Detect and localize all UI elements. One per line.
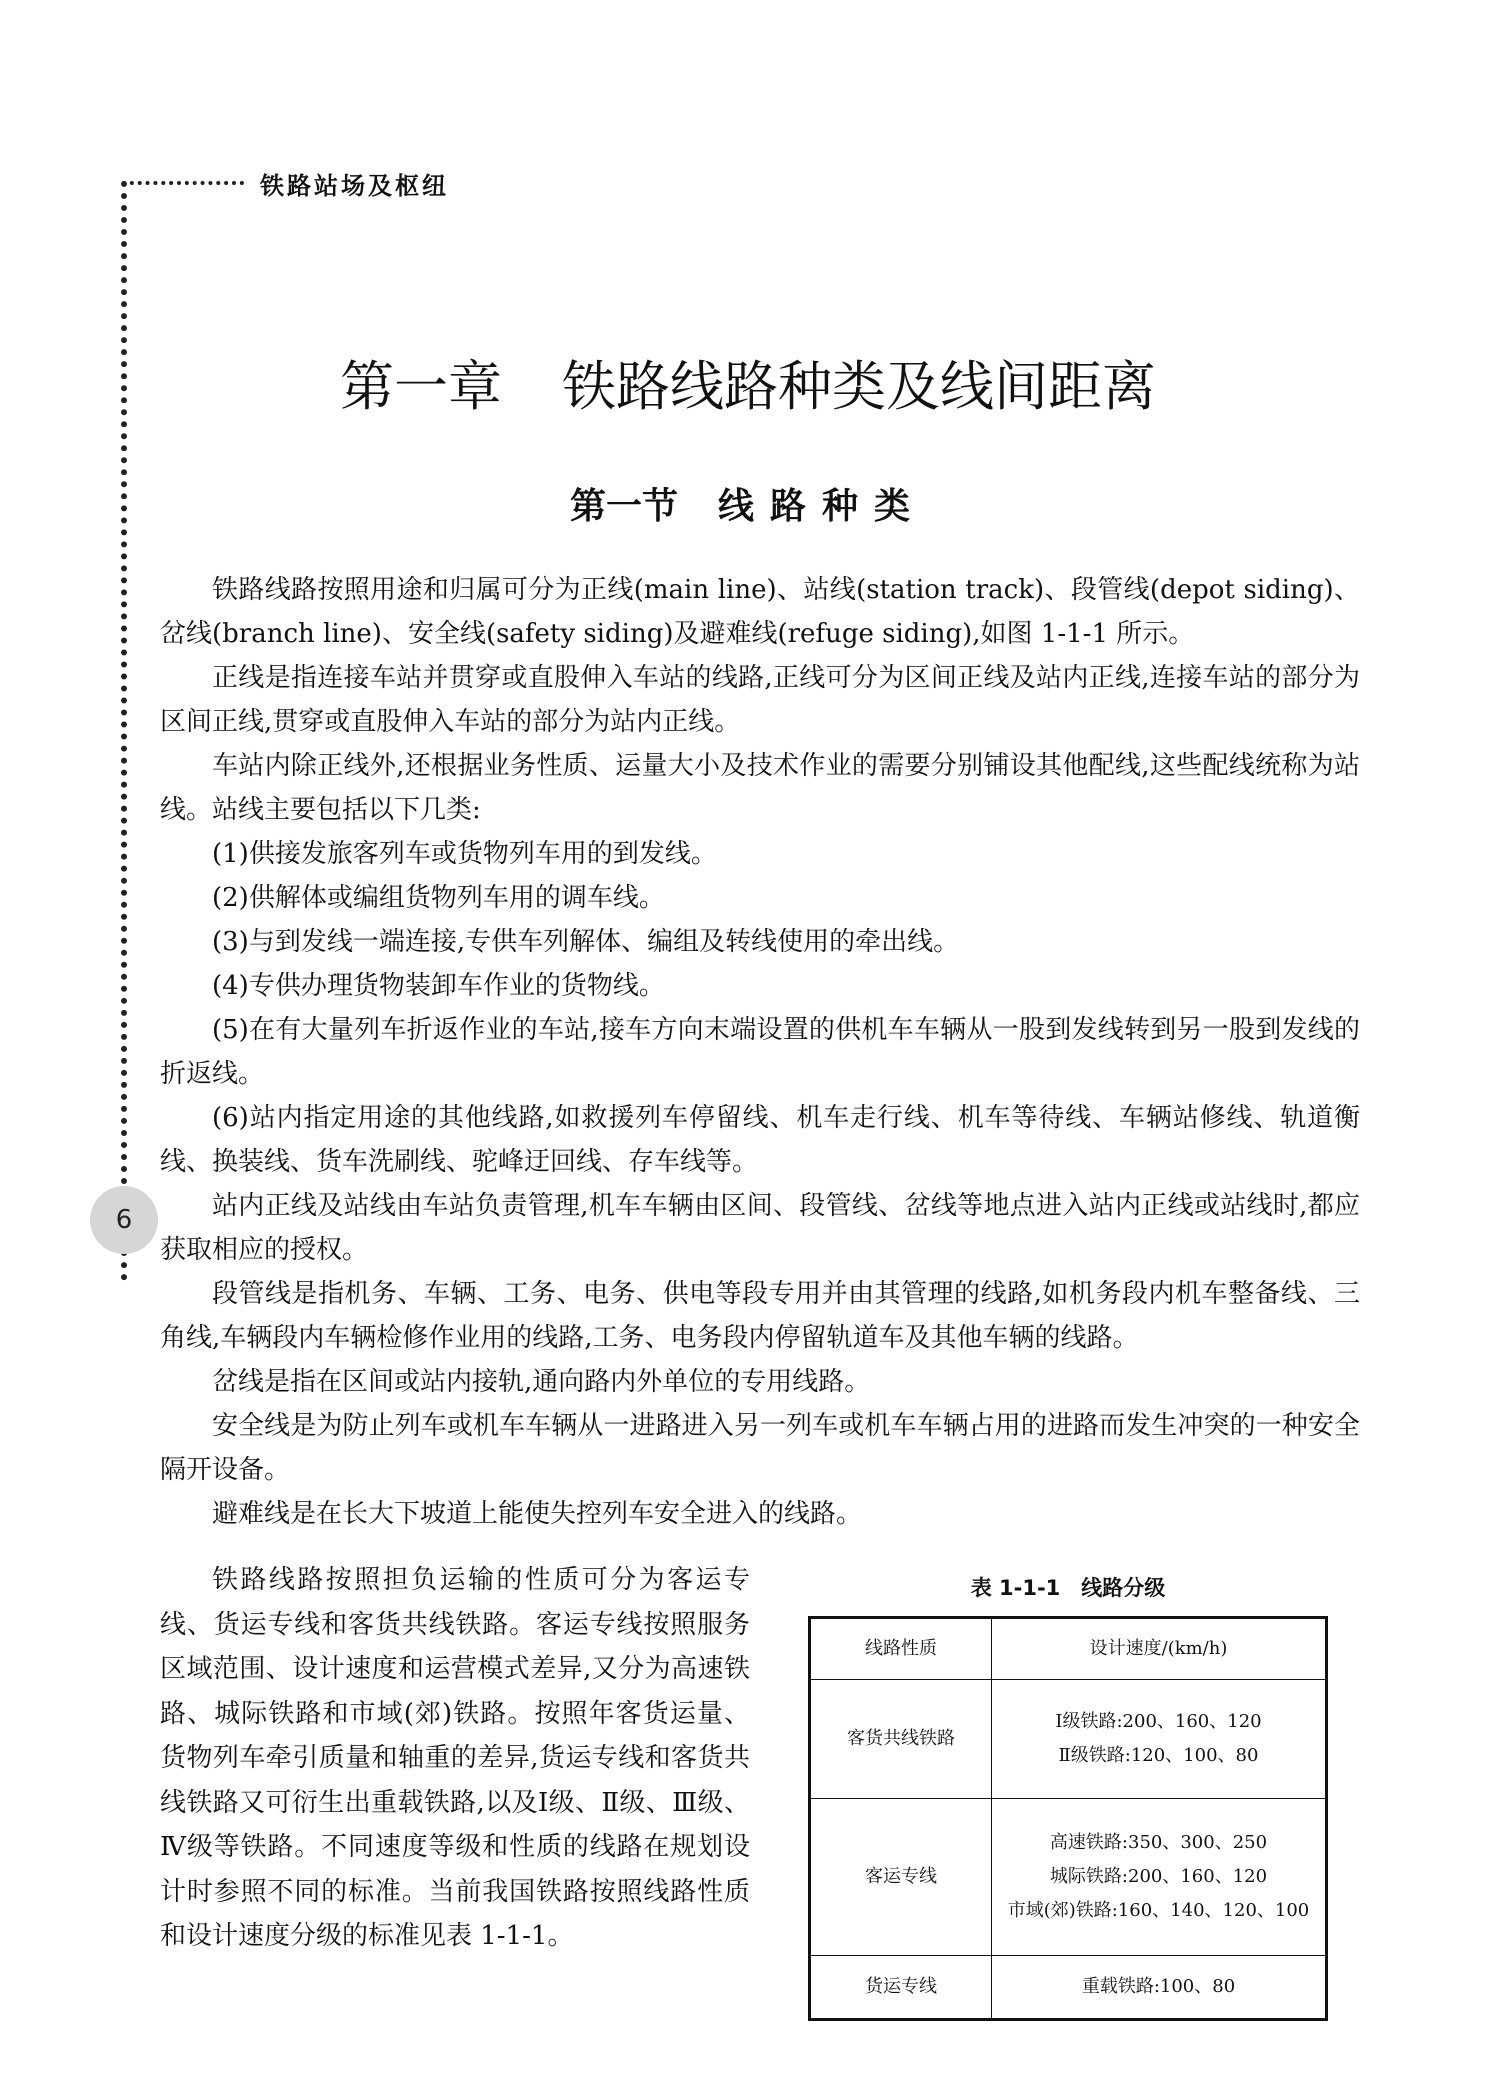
speed-entry: Ⅱ级铁路:120、100、80 <box>1058 1745 1259 1766</box>
page-number: 6 <box>90 1186 158 1254</box>
wrap-paragraph: 铁路线路按照担负运输的性质可分为客运专线、货运专线和客货共线铁路。客运专线按照服务区域范围、设计速度和运营模式差异,又分为高速铁路、城际铁路和市域(郊)铁路。按照年客货运量、货物列车牵引质量和轴重的差异,货运专线和客货共线铁路又可衍生出重载铁路,以及Ⅰ级、Ⅱ级、Ⅲ级、Ⅳ级等铁路。不同速度等级和性质的线路在规划设计时参照不同的标准。当前我国铁路按照线路性质和设计速度分级的标准见表 1-1-1。 <box>160 1565 750 1951</box>
paragraph: 安全线是为防止列车或机车车辆从一进路进入另一列车或机车车辆占用的进路而发生冲突的一种安全隔开设备。 <box>160 1411 1360 1485</box>
running-header: 铁路站场及枢纽 <box>260 172 449 200</box>
chapter-name: 铁路线路种类及线间距离 <box>562 355 1156 418</box>
speed-entry: 城际铁路:200、160、120 <box>1049 1866 1268 1887</box>
chapter-label: 第一章 <box>340 355 502 418</box>
section-name: 线路种类 <box>718 486 927 527</box>
chapter-title <box>0 344 1496 421</box>
paragraph: 岔线是指在区间或站内接轨,通向路内外单位的专用线路。 <box>212 1367 871 1397</box>
speed-cell <box>992 1956 1327 2020</box>
line-grade-table <box>808 1616 1328 2021</box>
paragraph: 铁路线路按照用途和归属可分为正线(main line)、站线(station track)、段管线(depot siding)、岔线(branch line)、安全线(safety siding)及避难线(refuge siding),如图 1-1-1 所示。 <box>160 575 1360 649</box>
section-title <box>0 478 1496 529</box>
table-header-cell: 线路性质 <box>810 1618 992 1680</box>
speed-entry: 高速铁路:350、300、250 <box>1049 1832 1268 1853</box>
table-header-row <box>810 1618 1327 1680</box>
line-type-cell: 客运专线 <box>810 1799 992 1956</box>
table-header-cell: 设计速度/(km/h) <box>992 1618 1327 1680</box>
paragraph: 车站内除正线外,还根据业务性质、运量大小及技术作业的需要分别铺设其他配线,这些配线统称为站线。站线主要包括以下几类: <box>160 751 1360 825</box>
speed-entry: Ⅰ级铁路:200、160、120 <box>1055 1711 1262 1732</box>
paragraph: 段管线是指机务、车辆、工务、电务、供电等段专用并由其管理的线路,如机务段内机车整备线、三角线,车辆段内车辆检修作业用的线路,工务、电务段内停留轨道车及其他车辆的线路。 <box>160 1279 1360 1353</box>
table-caption: 表 1-1-1 线路分级 <box>970 1576 1166 1600</box>
paragraph: 站内正线及站线由车站负责管理,机车车辆由区间、段管线、岔线等地点进入站内正线或站线时,都应获取相应的授权。 <box>160 1191 1360 1265</box>
table-row <box>810 1680 1327 1799</box>
speed-cell <box>992 1799 1327 1956</box>
section-label: 第一节 <box>569 486 678 527</box>
line-type-cell: 货运专线 <box>810 1956 992 2020</box>
decorative-top-rule <box>122 181 244 185</box>
table-row <box>810 1799 1327 1956</box>
speed-entry: 重载铁路:100、80 <box>1081 1976 1236 1997</box>
line-type-cell: 客货共线铁路 <box>810 1680 992 1799</box>
list-item: (2)供解体或编组货物列车用的调车线。 <box>212 883 665 913</box>
table-row <box>810 1956 1327 2020</box>
list-item: (5)在有大量列车折返作业的车站,接车方向末端设置的供机车车辆从一股到发线转到另一股到发线的折返线。 <box>160 1015 1360 1089</box>
speed-entry: 市域(郊)铁路:160、140、120、100 <box>1007 1900 1310 1921</box>
body-text <box>160 568 1360 1536</box>
speed-cell <box>992 1680 1327 1799</box>
list-item: (1)供接发旅客列车或货物列车用的到发线。 <box>212 839 717 869</box>
list-item: (6)站内指定用途的其他线路,如救援列车停留线、机车走行线、机车等待线、车辆站修线、轨道衡线、换装线、货车洗刷线、驼峰迂回线、存车线等。 <box>160 1103 1360 1177</box>
list-item: (3)与到发线一端连接,专供车列解体、编组及转线使用的牵出线。 <box>212 927 960 957</box>
paragraph: 避难线是在长大下坡道上能使失控列车安全进入的线路。 <box>212 1499 863 1529</box>
paragraph: 正线是指连接车站并贯穿或直股伸入车站的线路,正线可分为区间正线及站内正线,连接车站的部分为区间正线,贯穿或直股伸入车站的部分为站内正线。 <box>160 663 1360 737</box>
list-item: (4)专供办理货物装卸车作业的货物线。 <box>212 971 665 1001</box>
